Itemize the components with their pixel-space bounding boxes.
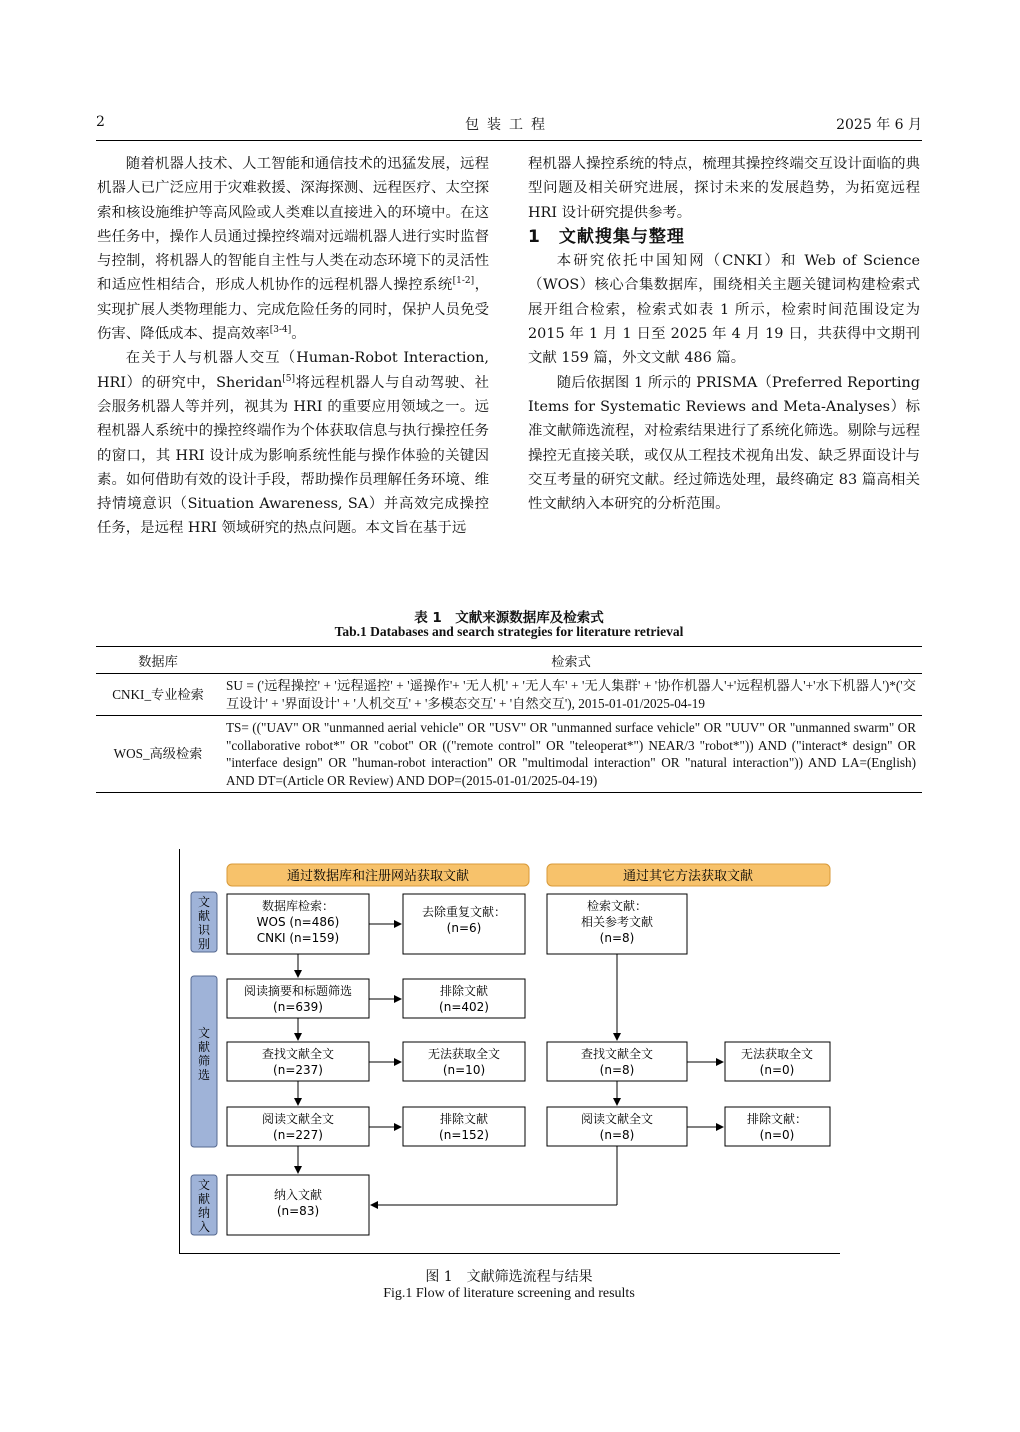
box-other-read <box>547 1107 687 1146</box>
paragraph: 本研究依托中国知网（CNKI）和 Web of Science（WOS）核心合集数据库，围绕相关主题关键词构建检索式展开组合检索，检索式如表 1 所示，检索时间范围设定为 2015 年 1 月 1 日至 2025 年 4 月 19 日，共获得中文期刊文献 159 篇，外文文献 486 篇。 <box>528 253 920 367</box>
table-caption-cn: 表 1 文献来源数据库及检索式 <box>414 610 604 626</box>
stage-include-label: 文献纳入 <box>197 1178 211 1234</box>
box-dup-removed <box>403 894 525 954</box>
svg-text:数据库检索：WOS (n=486)CNKI (n=159): 数据库检索： WOS (n=486) CNKI (n=159) <box>256 899 340 945</box>
box-title-screen <box>227 979 369 1018</box>
svg-text:阅读摘要和标题筛选(n=639): 阅读摘要和标题筛选(n=639) <box>243 984 353 1014</box>
header-bar-right-label: 通过其它方法获取文献 <box>622 869 754 884</box>
svg-text:查找文献全文(n=237): 查找文献全文(n=237) <box>261 1047 335 1077</box>
issue-date: 2025 年 6 月 <box>836 117 922 133</box>
table-header: 数据库 <box>96 647 220 674</box>
stage-identify-label: 文献识别 <box>197 895 211 951</box>
svg-text:排除文献(n=402): 排除文献(n=402) <box>439 984 489 1014</box>
paragraph: 随后依据图 1 所示的 PRISMA（Preferred Reporting Items for Systematic Reviews and Meta-Analyses）标准文献筛选流程，对检索结果进行了系统化筛选。剔除与远程操控无直接关联，或仅从工程技术视角出发、缺乏界面设计与交互考量的研究文献。经过筛选处理，最终确定 83 篇高相关性文献纳入本研究的分析范围。 <box>528 374 920 513</box>
svg-text:阅读文献全文(n=227): 阅读文献全文(n=227) <box>261 1112 335 1142</box>
paragraph: 随着机器人技术、人工智能和通信技术的迅猛发展，远程机器人已广泛应用于灾难救援、深海探测、远程医疗、太空探索和核设施维护等高风险或人类难以直接进入的环境中。在这些任务中，操作人员通过操控终端对远端机器人进行实时监督与控制，将机器人的智能自主性与人类在动态环境下的灵活性和适应性相结合，形成人机协作的远程机器人操控系统[1-2]，实现扩展人类物理能力、完成危险任务的同时，保护人员免受伤害、降低成本、提高效率[3-4]。 <box>97 156 489 343</box>
box-other-nofull <box>725 1042 830 1081</box>
prisma-flow-diagram <box>179 849 840 1254</box>
svg-text:检索文献：相关参考文献(n=8): 检索文献：相关参考文献(n=8) <box>580 899 654 945</box>
svg-text:无法获取全文(n=0): 无法获取全文(n=0) <box>740 1047 814 1077</box>
svg-text:查找文献全文(n=8): 查找文献全文(n=8) <box>580 1047 654 1077</box>
paragraph: 在关于人与机器人交互（Human-Robot Interaction, HRI）的研究中，Sheridan[5]将远程机器人与自动驾驶、社会服务机器人等并列，视其为 HRI 的重要应用领域之一。远程机器人系统中的操控终端作为个体获取信息与执行操控任务的窗口，其 HRI 设计成为影响系统性能与操作体验的关键因素。如何借助有效的设计手段，帮助操作员理解任务环境、维持情境意识（Situation Awareness, SA）并高效完成操控任务，是远程 HRI 领域研究的热点问题。本文旨在基于远 <box>97 350 489 537</box>
section-heading: 1 文献搜集与整理 <box>528 226 685 247</box>
flow-svg <box>180 849 840 1253</box>
left-column <box>97 152 489 541</box>
journal-name: 包装工程 <box>465 117 553 133</box>
table-cell-query: SU = ('远程操控' + '远程遥控' + '遥操作'+ '无人机' + '无人车' + '无人集群' + '协作机器人'+'远程机器人'+'水下机器人')*('交互设计' + '界面设计' + '人机交互' + '多模态交互' + '自然交互'), 2015-01-01/2025-04-19 <box>220 674 922 716</box>
paragraph: 程机器人操控系统的特点，梳理其操控终端交互设计面临的典型问题及相关研究进展，探讨未来的发展趋势，为拓宽远程 HRI 设计研究提供参考。 <box>528 156 920 221</box>
table-cell-db: CNKI_专业检索 <box>96 674 220 716</box>
figure-caption-en: Fig.1 Flow of literature screening and results <box>383 1286 635 1301</box>
citation[interactable]: [5] <box>282 373 296 384</box>
box-other-find <box>547 1042 687 1081</box>
table-caption-en: Tab.1 Databases and search strategies for literature retrieval <box>334 624 684 639</box>
search-strategy-table <box>96 646 922 793</box>
box-other-excl <box>725 1107 830 1146</box>
svg-text:去除重复文献：(n=6): 去除重复文献：(n=6) <box>421 905 507 935</box>
box-excluded-2 <box>403 1107 525 1146</box>
box-excluded-1 <box>403 979 525 1018</box>
box-other-search <box>547 894 687 954</box>
box-db-search <box>227 894 369 954</box>
citation[interactable]: [3-4] <box>269 325 292 336</box>
stage-screen-label: 文献筛选 <box>197 1026 211 1082</box>
header-rule <box>96 140 922 141</box>
svg-text:排除文献(n=152): 排除文献(n=152) <box>439 1112 489 1142</box>
running-header <box>96 114 922 138</box>
table-header: 检索式 <box>220 647 922 674</box>
box-no-full <box>403 1042 525 1081</box>
box-read-full <box>227 1107 369 1146</box>
table-row <box>96 674 922 716</box>
box-included <box>227 1175 369 1235</box>
svg-text:无法获取全文(n=10): 无法获取全文(n=10) <box>427 1047 501 1077</box>
svg-text:纳入文献(n=83): 纳入文献(n=83) <box>273 1188 323 1218</box>
citation[interactable]: [1-2] <box>452 276 475 287</box>
header-bar-left-label: 通过数据库和注册网站获取文献 <box>286 869 470 884</box>
page-number: 2 <box>96 114 105 130</box>
table-cell-query: TS= (("UAV" OR "unmanned aerial vehicle" OR "USV" OR "unmanned surface vehicle" OR "UUV" OR "unmanned swarm" OR "collaborative robot*" OR "cobot" OR (("remote control" OR "teleoperat*") NEAR/3 "robot*")) AND ("interact* design" OR "interface design" OR "human-robot interaction" OR "multimodal interaction" OR "natural interaction")) AND LA=(English) AND DT=(Article OR Review) AND DOP=(2015-01-01/2025-04-19) <box>220 716 922 793</box>
figure-caption-cn: 图 1 文献筛选流程与结果 <box>425 1269 593 1285</box>
table-cell-db: WOS_高级检索 <box>96 716 220 793</box>
svg-text:阅读文献全文(n=8): 阅读文献全文(n=8) <box>580 1112 654 1142</box>
box-find-full <box>227 1042 369 1081</box>
table-row <box>96 716 922 793</box>
svg-text:排除文献：(n=0): 排除文献：(n=0) <box>746 1112 808 1142</box>
right-column <box>528 152 920 516</box>
